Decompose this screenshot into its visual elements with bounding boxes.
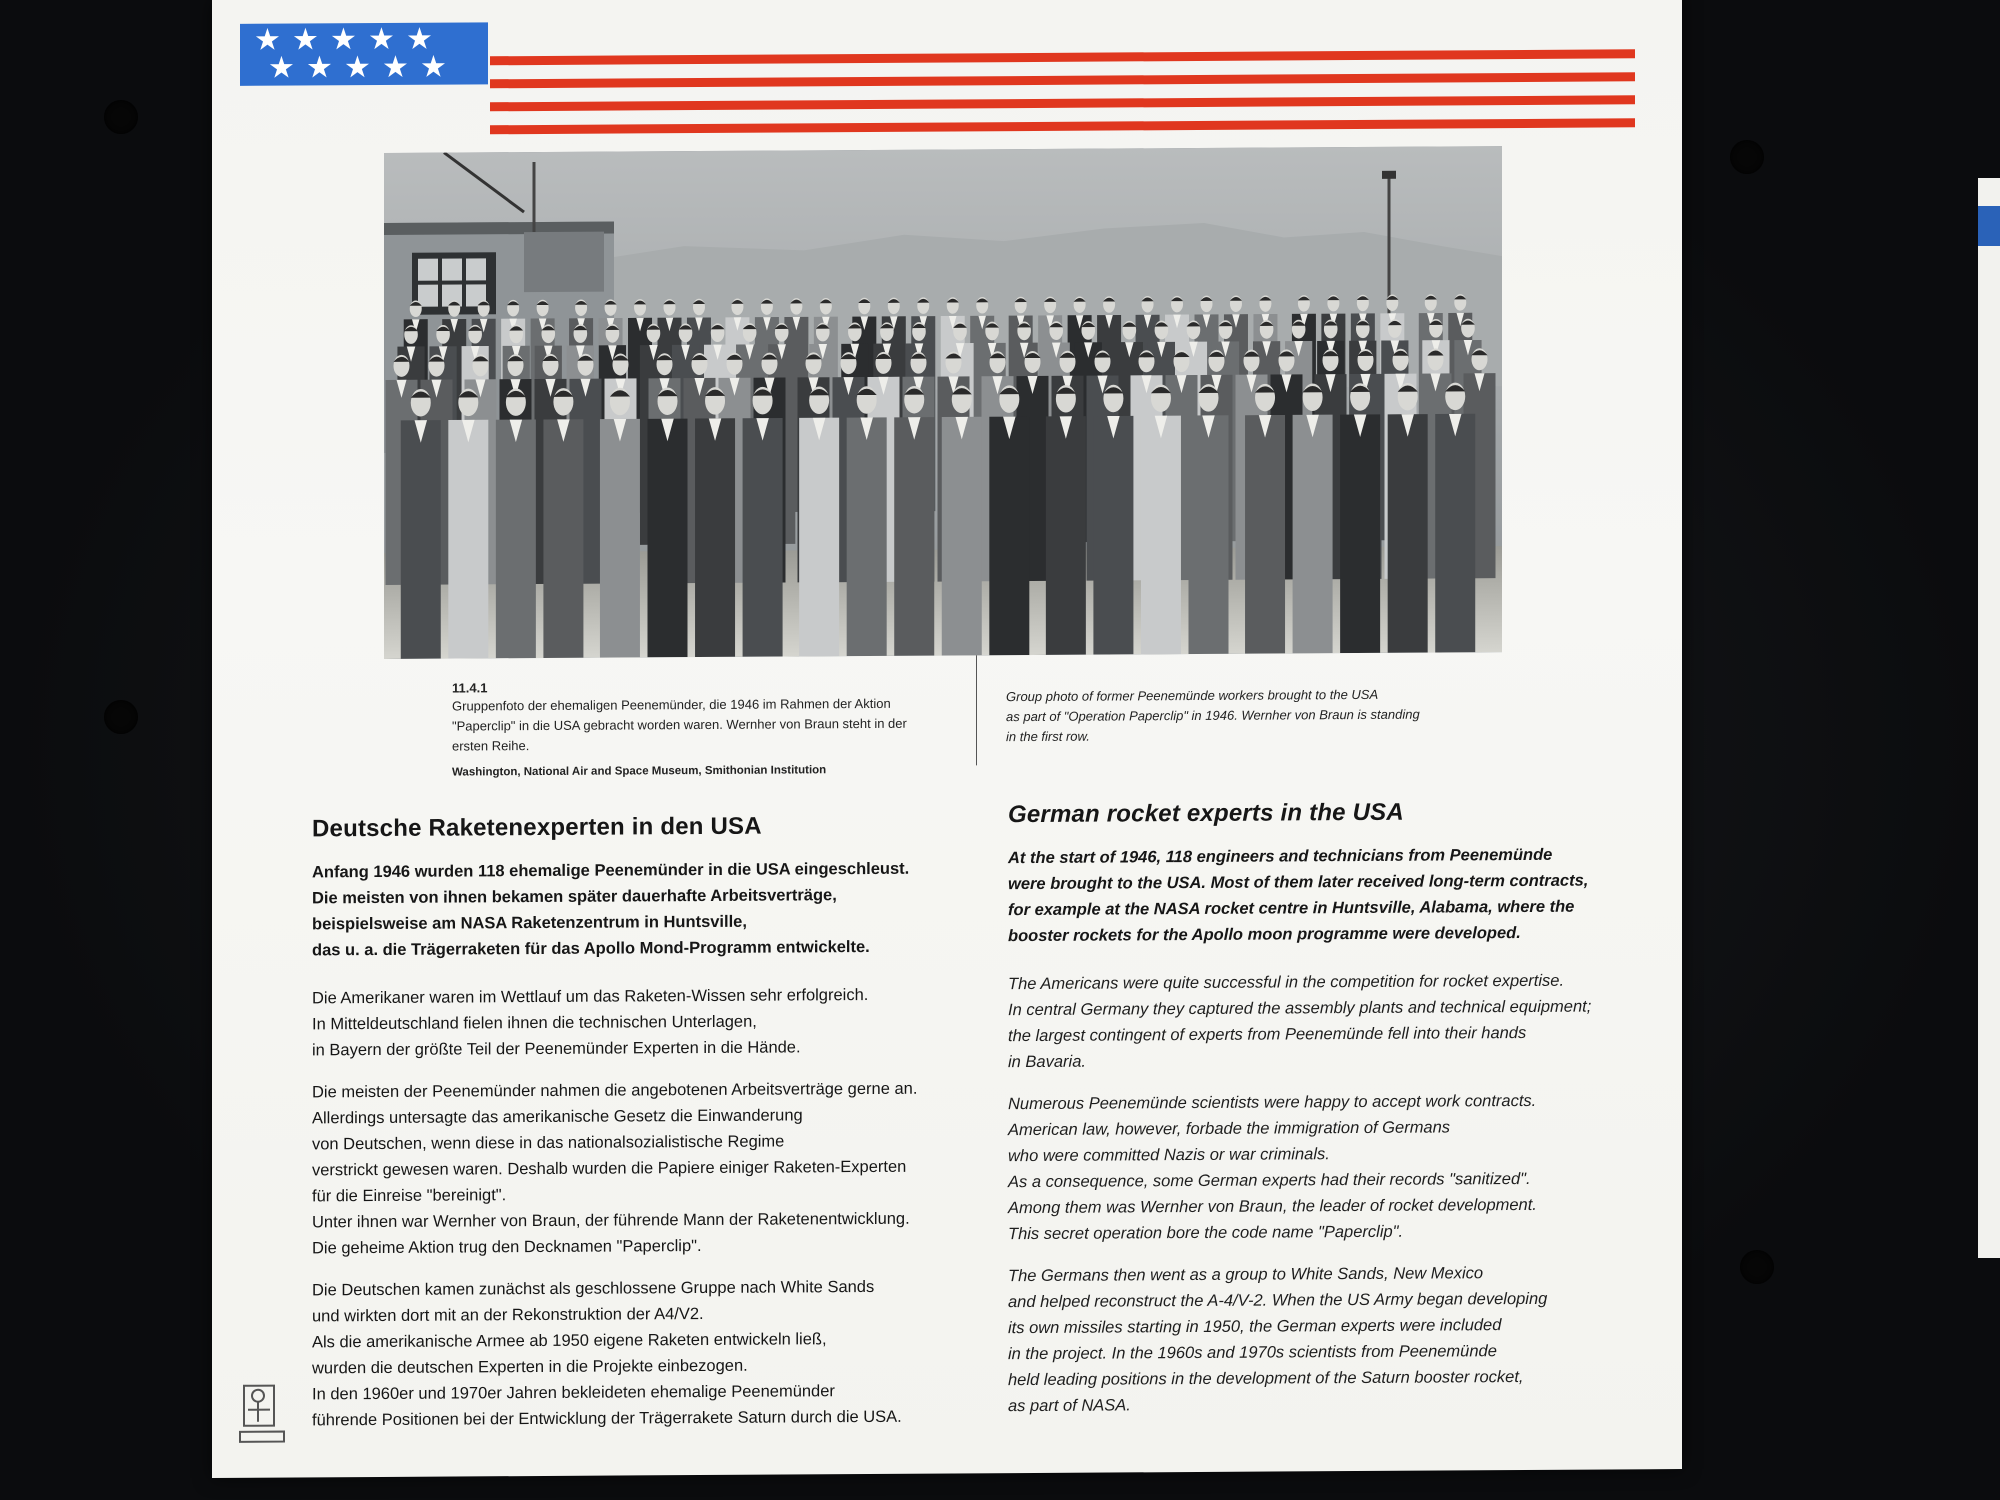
person-figure — [496, 388, 536, 659]
flag-star-icon: ★ — [330, 22, 357, 58]
text-line: for example at the NASA rocket centre in Huntsville, Alabama, where the — [1008, 897, 1575, 920]
text-line: beispielsweise am NASA Raketenzentrum in Huntsville, — [312, 912, 747, 934]
english-paragraph — [1008, 1087, 1648, 1247]
text-line: In den 1960er und 1970er Jahren bekleideten ehemalige Peenemünder — [312, 1382, 835, 1404]
adjacent-display-panel — [1978, 178, 2000, 1258]
text-line: the largest contingent of experts from Peenemünde fell into their hands — [1008, 1023, 1527, 1046]
exhibition-panel — [212, 0, 1682, 1478]
german-column — [312, 811, 962, 1449]
text-line: Die meisten der Peenemünder nahmen die angebotenen Arbeitsverträge gerne an. — [312, 1079, 918, 1102]
flag-stripe — [490, 49, 1635, 65]
person-figure — [1046, 385, 1086, 659]
flag-star-icon: ★ — [382, 49, 409, 85]
caption-line: "Paperclip" in die USA gebracht worden waren. Wernher von Braun steht in der — [452, 715, 907, 734]
german-heading: Deutsche Raketenexperten in den USA — [312, 812, 762, 843]
german-paragraph — [312, 1273, 962, 1433]
text-line: In Mitteldeutschland fielen ihnen die technischen Unterlagen, — [312, 1012, 757, 1034]
english-column — [1008, 797, 1648, 1435]
caption-line: ersten Reihe. — [452, 738, 530, 754]
us-flag-banner — [240, 15, 1635, 90]
text-line: Allerdings untersagte das amerikanische Gesetz die Einwanderung — [312, 1106, 803, 1128]
text-line: in Bayern der größte Teil der Peenemünder Experten in die Hände. — [312, 1038, 801, 1060]
caption-english — [1006, 684, 1476, 747]
flag-star-icon: ★ — [254, 22, 281, 58]
text-line: its own missiles starting in 1950, the German experts were included — [1008, 1316, 1502, 1338]
text-line: für die Einreise "bereinigt". — [312, 1186, 507, 1206]
person-figure — [942, 386, 982, 659]
english-paragraph — [1008, 1259, 1648, 1419]
person-figure — [894, 386, 934, 659]
group-photo — [384, 146, 1502, 659]
person-figure — [1245, 384, 1285, 659]
person-figure — [1340, 383, 1380, 659]
photo-source: Washington, National Air and Space Museum, Smithonian Institution — [452, 764, 827, 779]
flag-union — [240, 22, 488, 86]
person-figure — [543, 388, 583, 659]
flag-stripe — [490, 72, 1635, 88]
person-figure — [799, 386, 839, 659]
german-paragraph — [312, 1075, 962, 1261]
text-line: in Bavaria. — [1008, 1052, 1086, 1072]
text-line: Die geheime Aktion trug den Decknamen "Paperclip". — [312, 1237, 702, 1258]
person-figure — [1141, 384, 1181, 659]
english-paragraph — [1008, 967, 1648, 1075]
text-line: who were committed Nazis or war criminals. — [1008, 1145, 1330, 1166]
flag-stripe — [490, 118, 1635, 134]
flag-star-icon: ★ — [368, 21, 395, 58]
person-figure — [1435, 383, 1475, 659]
wall-mount-hole — [1740, 1250, 1774, 1284]
caption-line: Gruppenfoto der ehemaligen Peenemünder, die 1946 im Rahmen der Aktion — [452, 695, 891, 714]
text-line: Among them was Wernher von Braun, the leader of rocket development. — [1008, 1195, 1537, 1218]
person-figure — [1189, 384, 1229, 659]
text-line: Als die amerikanische Armee ab 1950 eigene Raketen entwickeln ließ, — [312, 1330, 827, 1352]
text-line: führende Positionen bei der Entwicklung der Trägerrakete Saturn durch die USA. — [312, 1407, 902, 1430]
text-line: American law, however, forbade the immigration of Germans — [1008, 1118, 1451, 1140]
flag-star-icon: ★ — [344, 50, 371, 86]
text-line: and helped reconstruct the A-4/V-2. When the US Army began developing — [1008, 1289, 1548, 1312]
text-line: Die Amerikaner waren im Wettlauf um das Raketen-Wissen sehr erfolgreich. — [312, 985, 869, 1008]
text-line: as part of NASA. — [1008, 1396, 1131, 1416]
flag-star-icon: ★ — [420, 49, 447, 85]
english-heading: German rocket experts in the USA — [1008, 798, 1404, 829]
person-figure — [1093, 385, 1133, 659]
caption-line: as part of "Operation Paperclip" in 1946. Wernher von Braun is standing — [1006, 706, 1420, 725]
text-line: Die meisten von ihnen bekamen später dauerhafte Arbeitsverträge, — [312, 886, 837, 908]
flag-star-icon: ★ — [268, 50, 295, 86]
person-figure — [743, 387, 783, 659]
flag-star-icon: ★ — [292, 22, 319, 58]
wall-mount-hole — [1730, 140, 1764, 174]
german-lead — [312, 855, 962, 963]
text-line: in the project. In the 1960s and 1970s scientists from Peenemünde — [1008, 1342, 1497, 1364]
text-line: were brought to the USA. Most of them later received long-term contracts, — [1008, 871, 1589, 894]
text-line: von Deutschen, wenn diese in das nationalsozialistische Regime — [312, 1132, 785, 1154]
caption-divider — [976, 655, 977, 765]
text-line: Die Deutschen kamen zunächst als geschlossene Gruppe nach White Sands — [312, 1277, 875, 1300]
text-line: Anfang 1946 wurden 118 ehemalige Peenemünder in die USA eingeschleust. — [312, 859, 910, 882]
person-figure — [648, 387, 688, 659]
text-line: Numerous Peenemünde scientists were happy to accept work contracts. — [1008, 1091, 1537, 1114]
person-figure — [1388, 383, 1428, 659]
wall-mount-hole — [104, 700, 138, 734]
text-line: In central Germany they captured the assembly plants and technical equipment; — [1008, 997, 1592, 1020]
person-figure — [695, 387, 735, 659]
text-line: verstrickt gewesen waren. Deshalb wurden die Papiere einiger Raketen-Experten — [312, 1157, 907, 1180]
caption-line: in the first row. — [1006, 728, 1090, 745]
caption-line: Group photo of former Peenemünde workers brought to the USA — [1006, 686, 1379, 705]
flag-stripe — [490, 95, 1635, 111]
person-figure — [1293, 383, 1333, 659]
person-figure — [448, 389, 488, 659]
text-line: The Americans were quite successful in the competition for rocket expertise. — [1008, 971, 1565, 994]
wall-mount-hole — [104, 100, 138, 134]
person-figure — [989, 385, 1029, 659]
person-figure — [847, 386, 887, 659]
person-figure — [401, 389, 441, 659]
text-line: This secret operation bore the code name "Paperclip". — [1008, 1222, 1404, 1244]
text-line: held leading positions in the development of the Saturn booster rocket, — [1008, 1367, 1524, 1390]
text-line: das u. a. die Trägerraketen für das Apollo Mond-Programm entwickelte. — [312, 937, 870, 960]
german-paragraph — [312, 981, 962, 1063]
museum-logo-icon — [238, 1378, 290, 1450]
caption-german — [452, 693, 952, 756]
person-figure — [600, 388, 640, 659]
english-lead — [1008, 841, 1648, 949]
text-line: wurden die deutschen Experten in die Projekte einbezogen. — [312, 1356, 748, 1378]
text-line: As a consequence, some German experts had their records "sanitized". — [1008, 1169, 1531, 1192]
text-line: The Germans then went as a group to White Sands, New Mexico — [1008, 1264, 1484, 1286]
text-line: und wirkten dort mit an der Rekonstruktion der A4/V2. — [312, 1304, 704, 1326]
text-line: Unter ihnen war Wernher von Braun, der führende Mann der Raketenentwicklung. — [312, 1209, 910, 1232]
caption-number: 11.4.1 — [452, 680, 488, 696]
flag-star-icon: ★ — [306, 50, 333, 86]
text-line: At the start of 1946, 118 engineers and technicians from Peenemünde — [1008, 845, 1553, 868]
flag-star-icon: ★ — [406, 21, 433, 57]
text-line: booster rockets for the Apollo moon programme were developed. — [1008, 924, 1521, 946]
